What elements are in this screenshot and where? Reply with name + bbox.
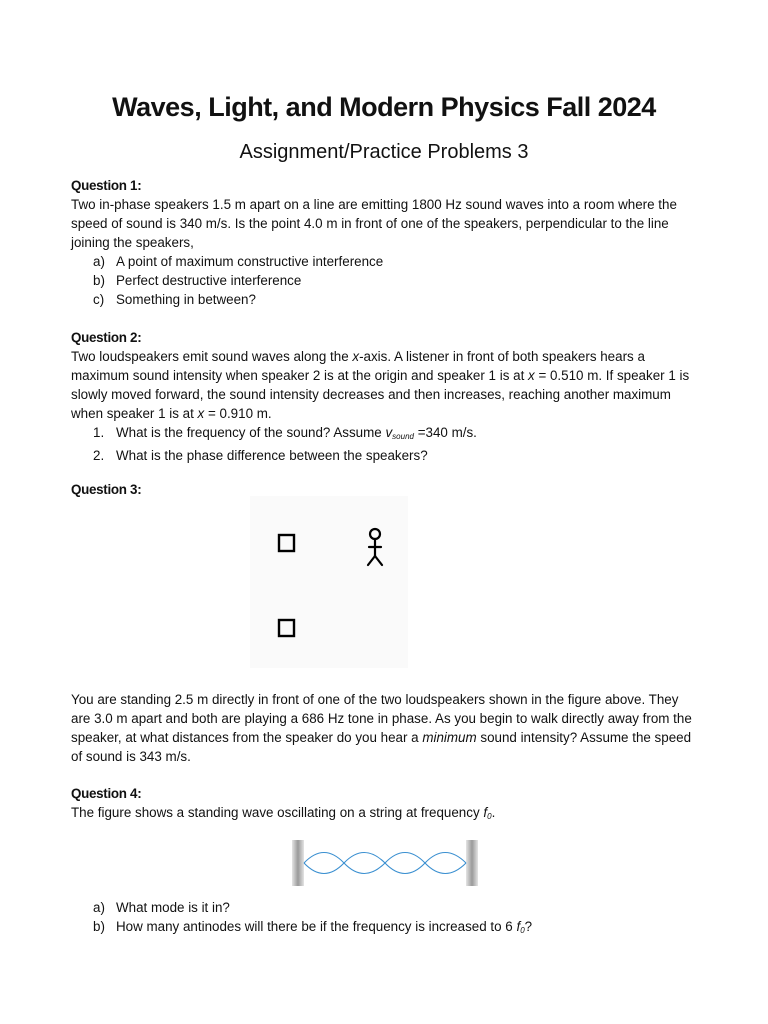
- text-run: How many antinodes will there be if the frequency is increased to 6: [116, 919, 517, 934]
- page-title: Waves, Light, and Modern Physics Fall 2024: [112, 92, 656, 122]
- option-text: A point of maximum constructive interference: [116, 254, 384, 269]
- variable-f: f: [483, 805, 488, 820]
- left-wall-icon: [292, 840, 304, 886]
- question-4: [71, 784, 701, 826]
- item-marker: 2.: [93, 448, 105, 463]
- subscript: sound: [392, 432, 414, 441]
- standing-wave-icon: [304, 853, 466, 874]
- variable-x: x: [528, 368, 535, 383]
- question-1: [71, 176, 701, 309]
- subscript: 0: [520, 926, 525, 935]
- question-2-heading: Question 2:: [71, 330, 142, 345]
- question-2-text: [71, 347, 701, 423]
- standing-wave-figure: [290, 838, 480, 888]
- subscript: 0: [487, 812, 492, 821]
- question-2: [71, 328, 701, 465]
- question-4-text: [71, 803, 701, 826]
- option-marker: a): [93, 254, 105, 269]
- option-marker: b): [93, 273, 105, 288]
- text-run: = 0.510 m. If speaker 1 is slowly moved forward, the sound intensity decreases and then increases, reaching another maximum when speaker 1 is at: [71, 368, 690, 421]
- text-run: You are standing 2.5 m directly in front of one of the two loudspeakers shown in the figure above. They are 3.0 m apart and both are playing a 686 Hz tone in phase. As you begin to walk directly away from the speaker, at what distances from the speaker do you hear a: [71, 692, 692, 745]
- speakers-figure: [250, 496, 408, 668]
- emphasis: minimum: [422, 730, 477, 745]
- text-run: =340 m/s.: [413, 425, 477, 440]
- item-text: What is the phase difference between the speakers?: [116, 448, 428, 463]
- text-run: The figure shows a standing wave oscillating on a string at frequency: [71, 805, 484, 820]
- text-run: ?: [524, 919, 533, 934]
- question-3-heading: Question 3:: [71, 482, 142, 497]
- question-1-option-a: [71, 252, 701, 271]
- listener-icon: [368, 529, 382, 565]
- question-4-option-a: [71, 898, 701, 917]
- question-4-options: [71, 898, 701, 940]
- question-1-option-b: [71, 271, 701, 290]
- variable-v: v: [385, 425, 393, 440]
- text-run: Two loudspeakers emit sound waves along the: [71, 349, 353, 364]
- page-subtitle: Assignment/Practice Problems 3: [239, 141, 529, 163]
- question-1-text: Two in-phase speakers 1.5 m apart on a line are emitting 1800 Hz sound waves into a room where the speed of sound is 340 m/s. Is the point 4.0 m in front of one of the speakers, perpendicular to the line joining the speakers,: [71, 197, 677, 250]
- item-marker: 1.: [93, 425, 105, 440]
- question-2-item-1: [71, 423, 701, 446]
- question-3-text: [71, 690, 701, 766]
- speaker-1-icon: [279, 535, 294, 551]
- text-run: sound intensity? Assume the speed of sound is 343 m/s.: [71, 730, 692, 764]
- option-marker: c): [93, 292, 105, 307]
- right-wall-icon: [466, 840, 478, 886]
- option-text: Perfect destructive interference: [116, 273, 302, 288]
- question-4-heading: Question 4:: [71, 786, 142, 801]
- text-run: -axis. A listener in front of both speakers hears a maximum sound intensity when speaker 2 is at the origin and speaker 1 is at: [71, 349, 645, 383]
- speaker-2-icon: [279, 620, 294, 636]
- question-4-option-b: [71, 917, 701, 940]
- text-run: = 0.910 m.: [204, 406, 272, 421]
- text-run: .: [491, 805, 496, 820]
- variable-x: x: [197, 406, 205, 421]
- option-marker: a): [93, 900, 105, 915]
- option-text: Something in between?: [116, 292, 256, 307]
- question-1-heading: Question 1:: [71, 178, 142, 193]
- question-2-item-2: [71, 446, 701, 465]
- text-run: What is the frequency of the sound? Assume: [116, 425, 386, 440]
- question-1-option-c: [71, 290, 701, 309]
- variable-x: x: [352, 349, 360, 364]
- option-marker: b): [93, 919, 105, 934]
- option-text: What mode is it in?: [116, 900, 230, 915]
- variable-f: f: [516, 919, 521, 934]
